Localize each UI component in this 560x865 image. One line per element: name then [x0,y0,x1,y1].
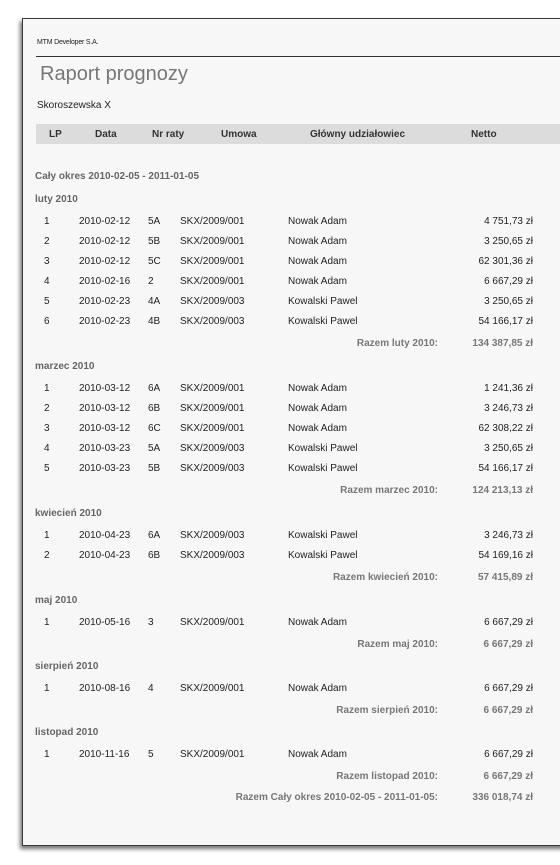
table-row [0,276,560,290]
report-title: Raport prognozy [40,63,188,85]
group-label: marzec 2010 [35,361,95,372]
row-nr: 5B [148,236,161,247]
table-row [0,236,560,250]
row-date: 2010-03-12 [79,403,131,414]
row-shareholder: Nowak Adam [288,276,347,287]
row-nr: 6C [148,423,161,434]
group-label: luty 2010 [35,194,78,205]
row-nr: 6B [148,550,161,561]
row-nr: 6A [148,383,161,394]
header-lp: LP [49,129,62,140]
group-total-row [0,485,560,499]
row-date: 2010-02-23 [79,296,131,307]
row-lp: 2 [44,550,50,561]
row-lp: 3 [44,256,50,267]
row-nr: 2 [148,276,154,287]
group-total-value: 6 667,29 zł [483,639,533,650]
row-date: 2010-02-12 [79,236,131,247]
group-total-value: 6 667,29 zł [483,705,533,716]
table-row [0,749,560,763]
row-lp: 1 [44,216,50,227]
row-contract: SKX/2009/001 [180,383,245,394]
row-nr: 4B [148,316,161,327]
row-net: 54 166,17 zł [478,316,533,327]
header-date: Data [95,129,117,140]
table-row [0,550,560,564]
row-contract: SKX/2009/003 [180,463,245,474]
group-total-label: Razem maj 2010: [357,639,438,650]
header-contract: Umowa [221,129,257,140]
row-shareholder: Kowalski Pawel [288,443,358,454]
row-nr: 5C [148,256,161,267]
row-contract: SKX/2009/001 [180,423,245,434]
row-nr: 5A [148,443,161,454]
row-date: 2010-03-23 [79,463,131,474]
group-total-label: Razem listopad 2010: [336,771,438,782]
row-date: 2010-03-12 [79,383,131,394]
row-lp: 6 [44,316,50,327]
grand-total-value: 336 018,74 zł [472,792,533,803]
row-lp: 3 [44,423,50,434]
row-contract: SKX/2009/003 [180,550,245,561]
row-shareholder: Nowak Adam [288,383,347,394]
row-lp: 2 [44,236,50,247]
row-contract: SKX/2009/001 [180,236,245,247]
row-net: 62 308,22 zł [478,423,533,434]
row-contract: SKX/2009/003 [180,296,245,307]
row-contract: SKX/2009/001 [180,216,245,227]
row-shareholder: Kowalski Pawel [288,316,358,327]
table-row [0,296,560,310]
group-total-value: 6 667,29 zł [483,771,533,782]
row-lp: 1 [44,617,50,628]
row-shareholder: Kowalski Pawel [288,296,358,307]
group-label: kwiecień 2010 [35,508,102,519]
row-shareholder: Kowalski Pawel [288,530,358,541]
group-total-row [0,639,560,653]
row-net: 4 751,73 zł [484,216,533,227]
group-total-value: 124 213,13 zł [472,485,533,496]
row-net: 6 667,29 zł [484,683,533,694]
row-shareholder: Nowak Adam [288,749,347,760]
group-total-row [0,338,560,352]
row-net: 3 246,73 zł [484,530,533,541]
header-rule [36,56,560,57]
row-shareholder: Kowalski Pawel [288,550,358,561]
row-net: 6 667,29 zł [484,749,533,760]
table-row [0,316,560,330]
row-contract: SKX/2009/001 [180,683,245,694]
table-row [0,256,560,270]
row-nr: 5A [148,216,161,227]
row-lp: 5 [44,296,50,307]
row-date: 2010-02-16 [79,276,131,287]
row-net: 62 301,36 zł [478,256,533,267]
row-nr: 3 [148,617,154,628]
row-net: 3 250,65 zł [484,296,533,307]
header-net: Netto [471,129,497,140]
row-contract: SKX/2009/001 [180,256,245,267]
period-label: Cały okres 2010-02-05 - 2011-01-05 [35,171,200,182]
group-total-row [0,572,560,586]
row-contract: SKX/2009/003 [180,443,245,454]
row-lp: 1 [44,530,50,541]
row-lp: 2 [44,403,50,414]
row-net: 3 250,65 zł [484,236,533,247]
row-date: 2010-02-23 [79,316,131,327]
row-net: 6 667,29 zł [484,617,533,628]
row-net: 1 241,36 zł [484,383,533,394]
row-date: 2010-02-12 [79,256,131,267]
row-date: 2010-02-12 [79,216,131,227]
row-lp: 4 [44,443,50,454]
row-lp: 1 [44,749,50,760]
grand-total-row [0,792,560,806]
group-total-row [0,771,560,785]
client-name: Skoroszewska X [37,100,111,111]
group-total-row [0,705,560,719]
table-row [0,683,560,697]
row-contract: SKX/2009/003 [180,530,245,541]
row-net: 3 246,73 zł [484,403,533,414]
row-date: 2010-03-23 [79,443,131,454]
row-lp: 1 [44,383,50,394]
row-net: 6 667,29 zł [484,276,533,287]
row-net: 54 169,16 zł [478,550,533,561]
group-label: maj 2010 [35,595,78,606]
group-total-label: Razem kwiecień 2010: [332,572,438,583]
row-lp: 1 [44,683,50,694]
row-net: 54 166,17 zł [478,463,533,474]
table-row [0,383,560,397]
group-label: sierpień 2010 [35,661,99,672]
row-shareholder: Nowak Adam [288,236,347,247]
row-shareholder: Nowak Adam [288,683,347,694]
row-shareholder: Nowak Adam [288,423,347,434]
row-date: 2010-04-23 [79,530,131,541]
row-date: 2010-05-16 [79,617,131,628]
company-name: MTM Developer S.A. [37,39,99,46]
row-date: 2010-11-16 [79,749,130,760]
row-net: 3 250,65 zł [484,443,533,454]
row-shareholder: Nowak Adam [288,617,347,628]
row-contract: SKX/2009/001 [180,749,245,760]
row-nr: 5B [148,463,161,474]
row-contract: SKX/2009/001 [180,617,245,628]
row-nr: 4A [148,296,161,307]
row-shareholder: Nowak Adam [288,216,347,227]
table-row [0,423,560,437]
row-shareholder: Nowak Adam [288,256,347,267]
group-total-label: Razem sierpień 2010: [336,705,438,716]
group-total-label: Razem marzec 2010: [340,485,438,496]
row-nr: 4 [148,683,154,694]
header-shareholder: Główny udziałowiec [310,129,406,140]
row-lp: 4 [44,276,50,287]
header-nr: Nr raty [152,129,185,140]
row-nr: 5 [148,749,154,760]
group-total-label: Razem luty 2010: [356,338,438,349]
table-row [0,530,560,544]
row-shareholder: Nowak Adam [288,403,347,414]
table-row [0,463,560,477]
group-total-value: 57 415,89 zł [477,572,533,583]
row-contract: SKX/2009/001 [180,403,245,414]
row-date: 2010-08-16 [79,683,131,694]
table-row [0,403,560,417]
row-contract: SKX/2009/003 [180,316,245,327]
row-date: 2010-03-12 [79,423,131,434]
table-row [0,443,560,457]
table-row [0,617,560,631]
table-header [36,124,560,144]
table-row [0,216,560,230]
row-date: 2010-04-23 [79,550,131,561]
group-label: listopad 2010 [35,727,99,738]
row-nr: 6B [148,403,161,414]
row-contract: SKX/2009/001 [180,276,245,287]
row-lp: 5 [44,463,50,474]
row-shareholder: Kowalski Pawel [288,463,358,474]
grand-total-label: Razem Cały okres 2010-02-05 - 2011-01-05: [235,792,438,803]
row-nr: 6A [148,530,161,541]
group-total-value: 134 387,85 zł [472,338,533,349]
